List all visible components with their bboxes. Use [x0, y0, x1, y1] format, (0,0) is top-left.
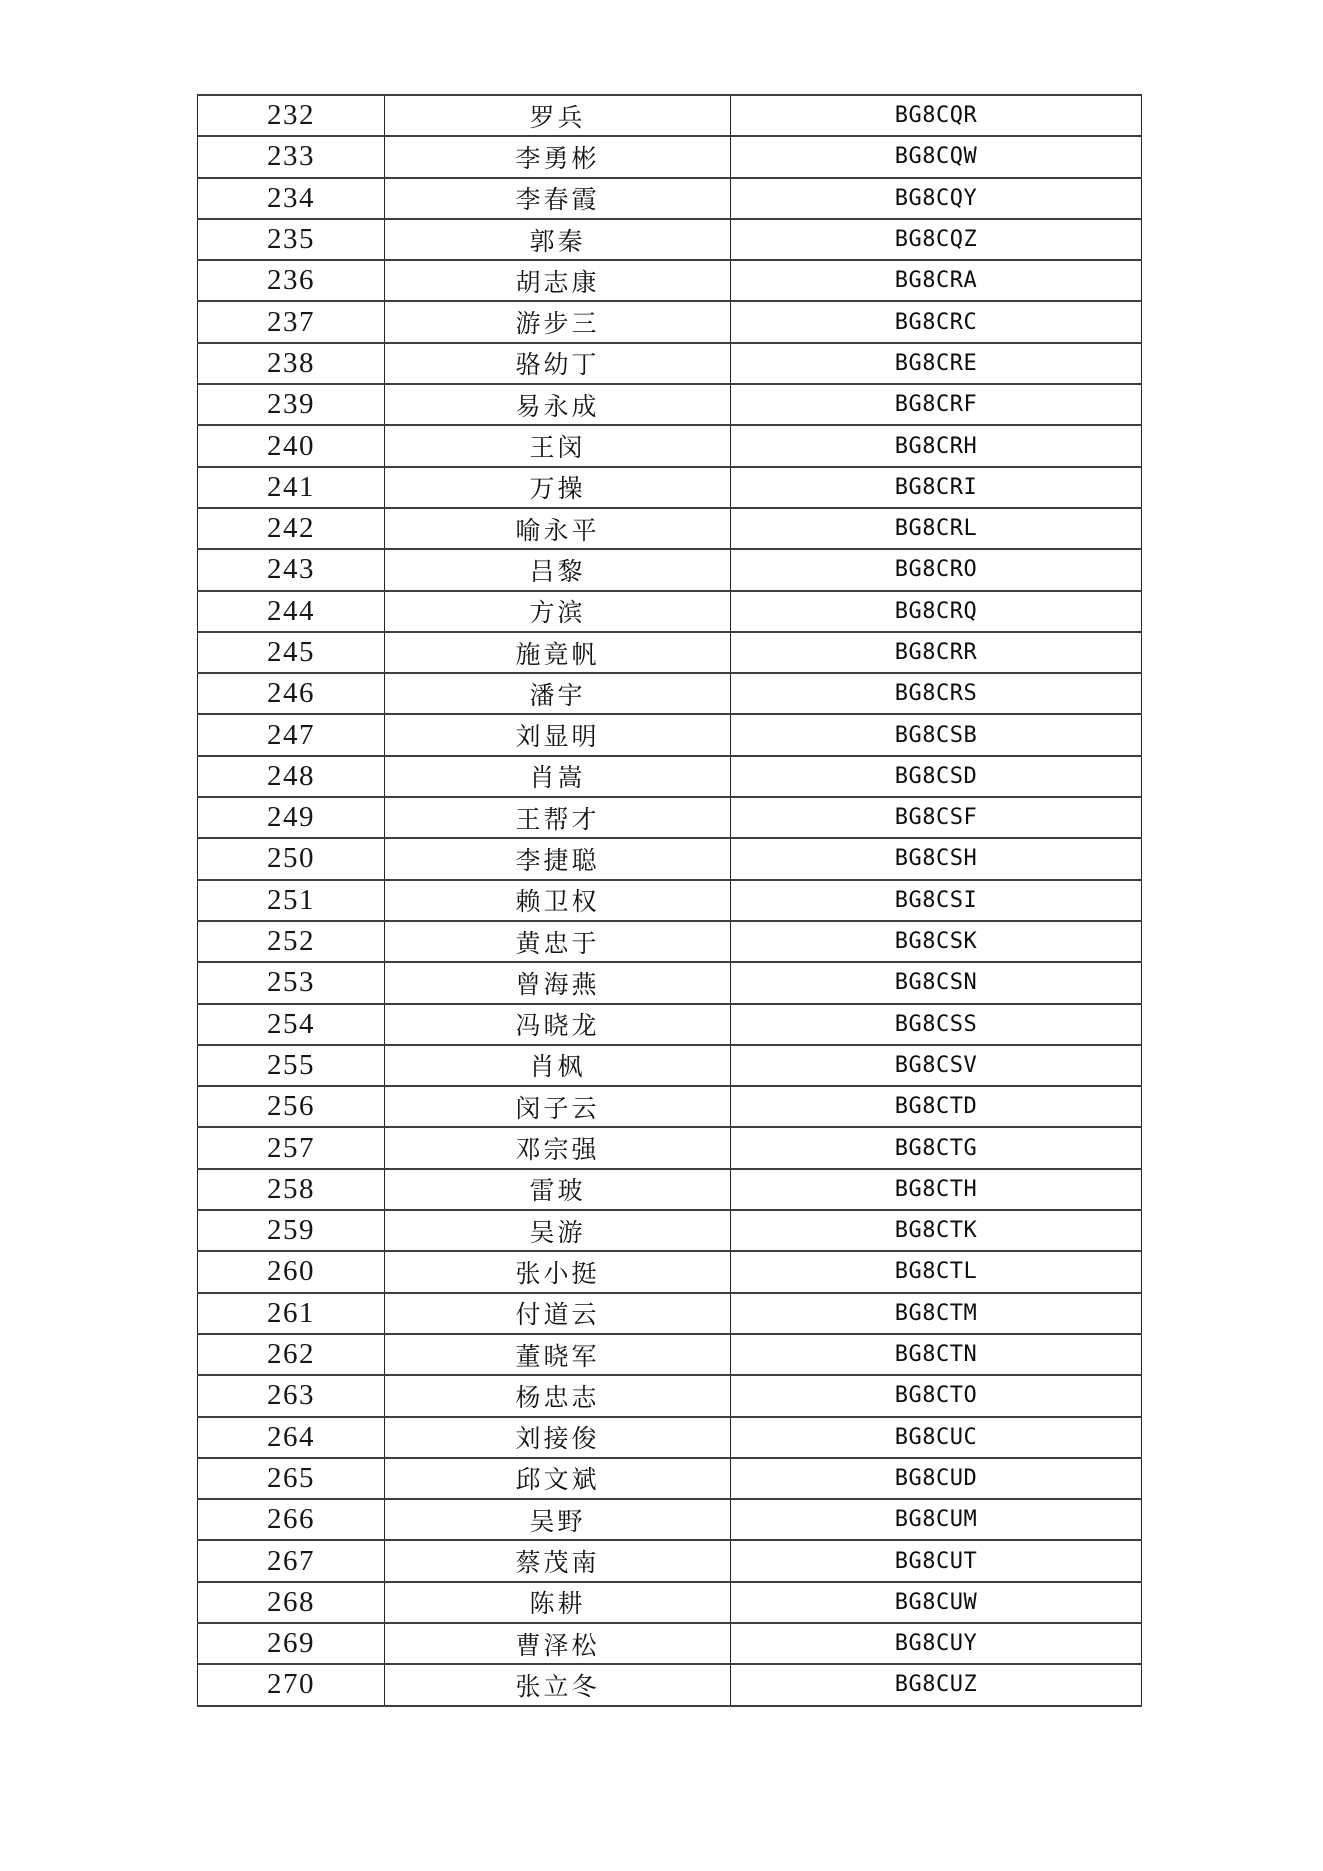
name-cell: 张小挺: [385, 1251, 731, 1292]
callsign-cell: BG8CTG: [731, 1127, 1142, 1168]
callsign-cell: BG8CUY: [731, 1623, 1142, 1664]
table-row: [198, 1375, 1142, 1416]
callsign-cell: BG8CRO: [731, 549, 1142, 590]
name-cell: 王帮才: [385, 797, 731, 838]
roster-table-body: [198, 95, 1142, 1706]
table-row: [198, 508, 1142, 549]
serial-number-cell: 269: [198, 1623, 385, 1664]
serial-number-cell: 247: [198, 714, 385, 755]
serial-number-cell: 266: [198, 1499, 385, 1540]
table-row: [198, 343, 1142, 384]
serial-number-cell: 241: [198, 467, 385, 508]
name-cell: 万操: [385, 467, 731, 508]
serial-number-cell: 239: [198, 384, 385, 425]
callsign-cell: BG8CQZ: [731, 219, 1142, 260]
table-row: [198, 1293, 1142, 1334]
table-row: [198, 1210, 1142, 1251]
name-cell: 方滨: [385, 591, 731, 632]
callsign-cell: BG8CUC: [731, 1417, 1142, 1458]
name-cell: 邱文斌: [385, 1458, 731, 1499]
name-cell: 李勇彬: [385, 136, 731, 177]
table-row: [198, 1623, 1142, 1664]
name-cell: 游步三: [385, 301, 731, 342]
serial-number-cell: 234: [198, 178, 385, 219]
serial-number-cell: 244: [198, 591, 385, 632]
callsign-cell: BG8CSK: [731, 921, 1142, 962]
callsign-cell: BG8CSB: [731, 714, 1142, 755]
callsign-cell: BG8CSS: [731, 1004, 1142, 1045]
serial-number-cell: 263: [198, 1375, 385, 1416]
serial-number-cell: 270: [198, 1664, 385, 1705]
table-row: [198, 1334, 1142, 1375]
name-cell: 杨忠志: [385, 1375, 731, 1416]
serial-number-cell: 253: [198, 962, 385, 1003]
serial-number-cell: 237: [198, 301, 385, 342]
table-row: [198, 136, 1142, 177]
table-row: [198, 1417, 1142, 1458]
serial-number-cell: 265: [198, 1458, 385, 1499]
callsign-cell: BG8CSI: [731, 880, 1142, 921]
name-cell: 付道云: [385, 1293, 731, 1334]
table-row: [198, 1540, 1142, 1581]
name-cell: 刘显明: [385, 714, 731, 755]
table-row: [198, 301, 1142, 342]
table-row: [198, 549, 1142, 590]
name-cell: 肖枫: [385, 1045, 731, 1086]
name-cell: 喻永平: [385, 508, 731, 549]
table-row: [198, 178, 1142, 219]
table-row: [198, 384, 1142, 425]
name-cell: 刘接俊: [385, 1417, 731, 1458]
callsign-cell: BG8CRR: [731, 632, 1142, 673]
name-cell: 施竟帆: [385, 632, 731, 673]
callsign-cell: BG8CRE: [731, 343, 1142, 384]
callsign-cell: BG8CRL: [731, 508, 1142, 549]
serial-number-cell: 261: [198, 1293, 385, 1334]
callsign-cell: BG8CUT: [731, 1540, 1142, 1581]
serial-number-cell: 249: [198, 797, 385, 838]
serial-number-cell: 255: [198, 1045, 385, 1086]
name-cell: 董晓军: [385, 1334, 731, 1375]
callsign-cell: BG8CTH: [731, 1169, 1142, 1210]
callsign-cell: BG8CRQ: [731, 591, 1142, 632]
serial-number-cell: 264: [198, 1417, 385, 1458]
table-row: [198, 838, 1142, 879]
name-cell: 黄忠于: [385, 921, 731, 962]
callsign-cell: BG8CSH: [731, 838, 1142, 879]
serial-number-cell: 254: [198, 1004, 385, 1045]
callsign-cell: BG8CSN: [731, 962, 1142, 1003]
serial-number-cell: 250: [198, 838, 385, 879]
callsign-cell: BG8CTO: [731, 1375, 1142, 1416]
name-cell: 闵子云: [385, 1086, 731, 1127]
name-cell: 邓宗强: [385, 1127, 731, 1168]
callsign-cell: BG8CRH: [731, 425, 1142, 466]
name-cell: 郭秦: [385, 219, 731, 260]
callsign-cell: BG8CTD: [731, 1086, 1142, 1127]
callsign-cell: BG8CRI: [731, 467, 1142, 508]
serial-number-cell: 235: [198, 219, 385, 260]
table-row: [198, 260, 1142, 301]
name-cell: 罗兵: [385, 95, 731, 136]
callsign-cell: BG8CTN: [731, 1334, 1142, 1375]
serial-number-cell: 257: [198, 1127, 385, 1168]
serial-number-cell: 252: [198, 921, 385, 962]
name-cell: 胡志康: [385, 260, 731, 301]
table-row: [198, 1045, 1142, 1086]
serial-number-cell: 256: [198, 1086, 385, 1127]
callsign-cell: BG8CQR: [731, 95, 1142, 136]
name-cell: 曹泽松: [385, 1623, 731, 1664]
name-cell: 赖卫权: [385, 880, 731, 921]
name-cell: 吴野: [385, 1499, 731, 1540]
callsign-cell: BG8CRS: [731, 673, 1142, 714]
callsign-cell: BG8CUZ: [731, 1664, 1142, 1705]
table-row: [198, 467, 1142, 508]
serial-number-cell: 251: [198, 880, 385, 921]
name-cell: 曾海燕: [385, 962, 731, 1003]
serial-number-cell: 268: [198, 1582, 385, 1623]
callsign-cell: BG8CQY: [731, 178, 1142, 219]
table-row: [198, 673, 1142, 714]
serial-number-cell: 246: [198, 673, 385, 714]
table-row: [198, 95, 1142, 136]
table-row: [198, 756, 1142, 797]
callsign-cell: BG8CSV: [731, 1045, 1142, 1086]
name-cell: 易永成: [385, 384, 731, 425]
serial-number-cell: 258: [198, 1169, 385, 1210]
name-cell: 蔡茂南: [385, 1540, 731, 1581]
table-row: [198, 1251, 1142, 1292]
serial-number-cell: 240: [198, 425, 385, 466]
table-row: [198, 921, 1142, 962]
serial-number-cell: 267: [198, 1540, 385, 1581]
serial-number-cell: 238: [198, 343, 385, 384]
callsign-cell: BG8CTK: [731, 1210, 1142, 1251]
roster-table: [197, 94, 1142, 1707]
serial-number-cell: 242: [198, 508, 385, 549]
name-cell: 吴游: [385, 1210, 731, 1251]
callsign-cell: BG8CRF: [731, 384, 1142, 425]
serial-number-cell: 243: [198, 549, 385, 590]
name-cell: 王闵: [385, 425, 731, 466]
table-row: [198, 219, 1142, 260]
serial-number-cell: 259: [198, 1210, 385, 1251]
serial-number-cell: 260: [198, 1251, 385, 1292]
serial-number-cell: 232: [198, 95, 385, 136]
callsign-cell: BG8CUW: [731, 1582, 1142, 1623]
name-cell: 李捷聪: [385, 838, 731, 879]
callsign-cell: BG8CQW: [731, 136, 1142, 177]
callsign-cell: BG8CUM: [731, 1499, 1142, 1540]
serial-number-cell: 262: [198, 1334, 385, 1375]
callsign-cell: BG8CRC: [731, 301, 1142, 342]
table-row: [198, 1664, 1142, 1705]
name-cell: 张立冬: [385, 1664, 731, 1705]
name-cell: 潘宇: [385, 673, 731, 714]
table-row: [198, 1499, 1142, 1540]
callsign-cell: BG8CSD: [731, 756, 1142, 797]
callsign-cell: BG8CTM: [731, 1293, 1142, 1334]
table-row: [198, 1582, 1142, 1623]
callsign-cell: BG8CUD: [731, 1458, 1142, 1499]
table-row: [198, 880, 1142, 921]
serial-number-cell: 245: [198, 632, 385, 673]
callsign-cell: BG8CRA: [731, 260, 1142, 301]
table-row: [198, 714, 1142, 755]
table-row: [198, 591, 1142, 632]
name-cell: 骆幼丁: [385, 343, 731, 384]
table-row: [198, 1127, 1142, 1168]
name-cell: 陈耕: [385, 1582, 731, 1623]
name-cell: 肖嵩: [385, 756, 731, 797]
table-row: [198, 632, 1142, 673]
table-row: [198, 962, 1142, 1003]
name-cell: 雷玻: [385, 1169, 731, 1210]
table-row: [198, 797, 1142, 838]
table-row: [198, 1004, 1142, 1045]
table-row: [198, 1458, 1142, 1499]
name-cell: 吕黎: [385, 549, 731, 590]
name-cell: 李春霞: [385, 178, 731, 219]
serial-number-cell: 248: [198, 756, 385, 797]
callsign-cell: BG8CTL: [731, 1251, 1142, 1292]
callsign-cell: BG8CSF: [731, 797, 1142, 838]
table-row: [198, 1086, 1142, 1127]
serial-number-cell: 236: [198, 260, 385, 301]
table-row: [198, 425, 1142, 466]
name-cell: 冯晓龙: [385, 1004, 731, 1045]
table-row: [198, 1169, 1142, 1210]
serial-number-cell: 233: [198, 136, 385, 177]
